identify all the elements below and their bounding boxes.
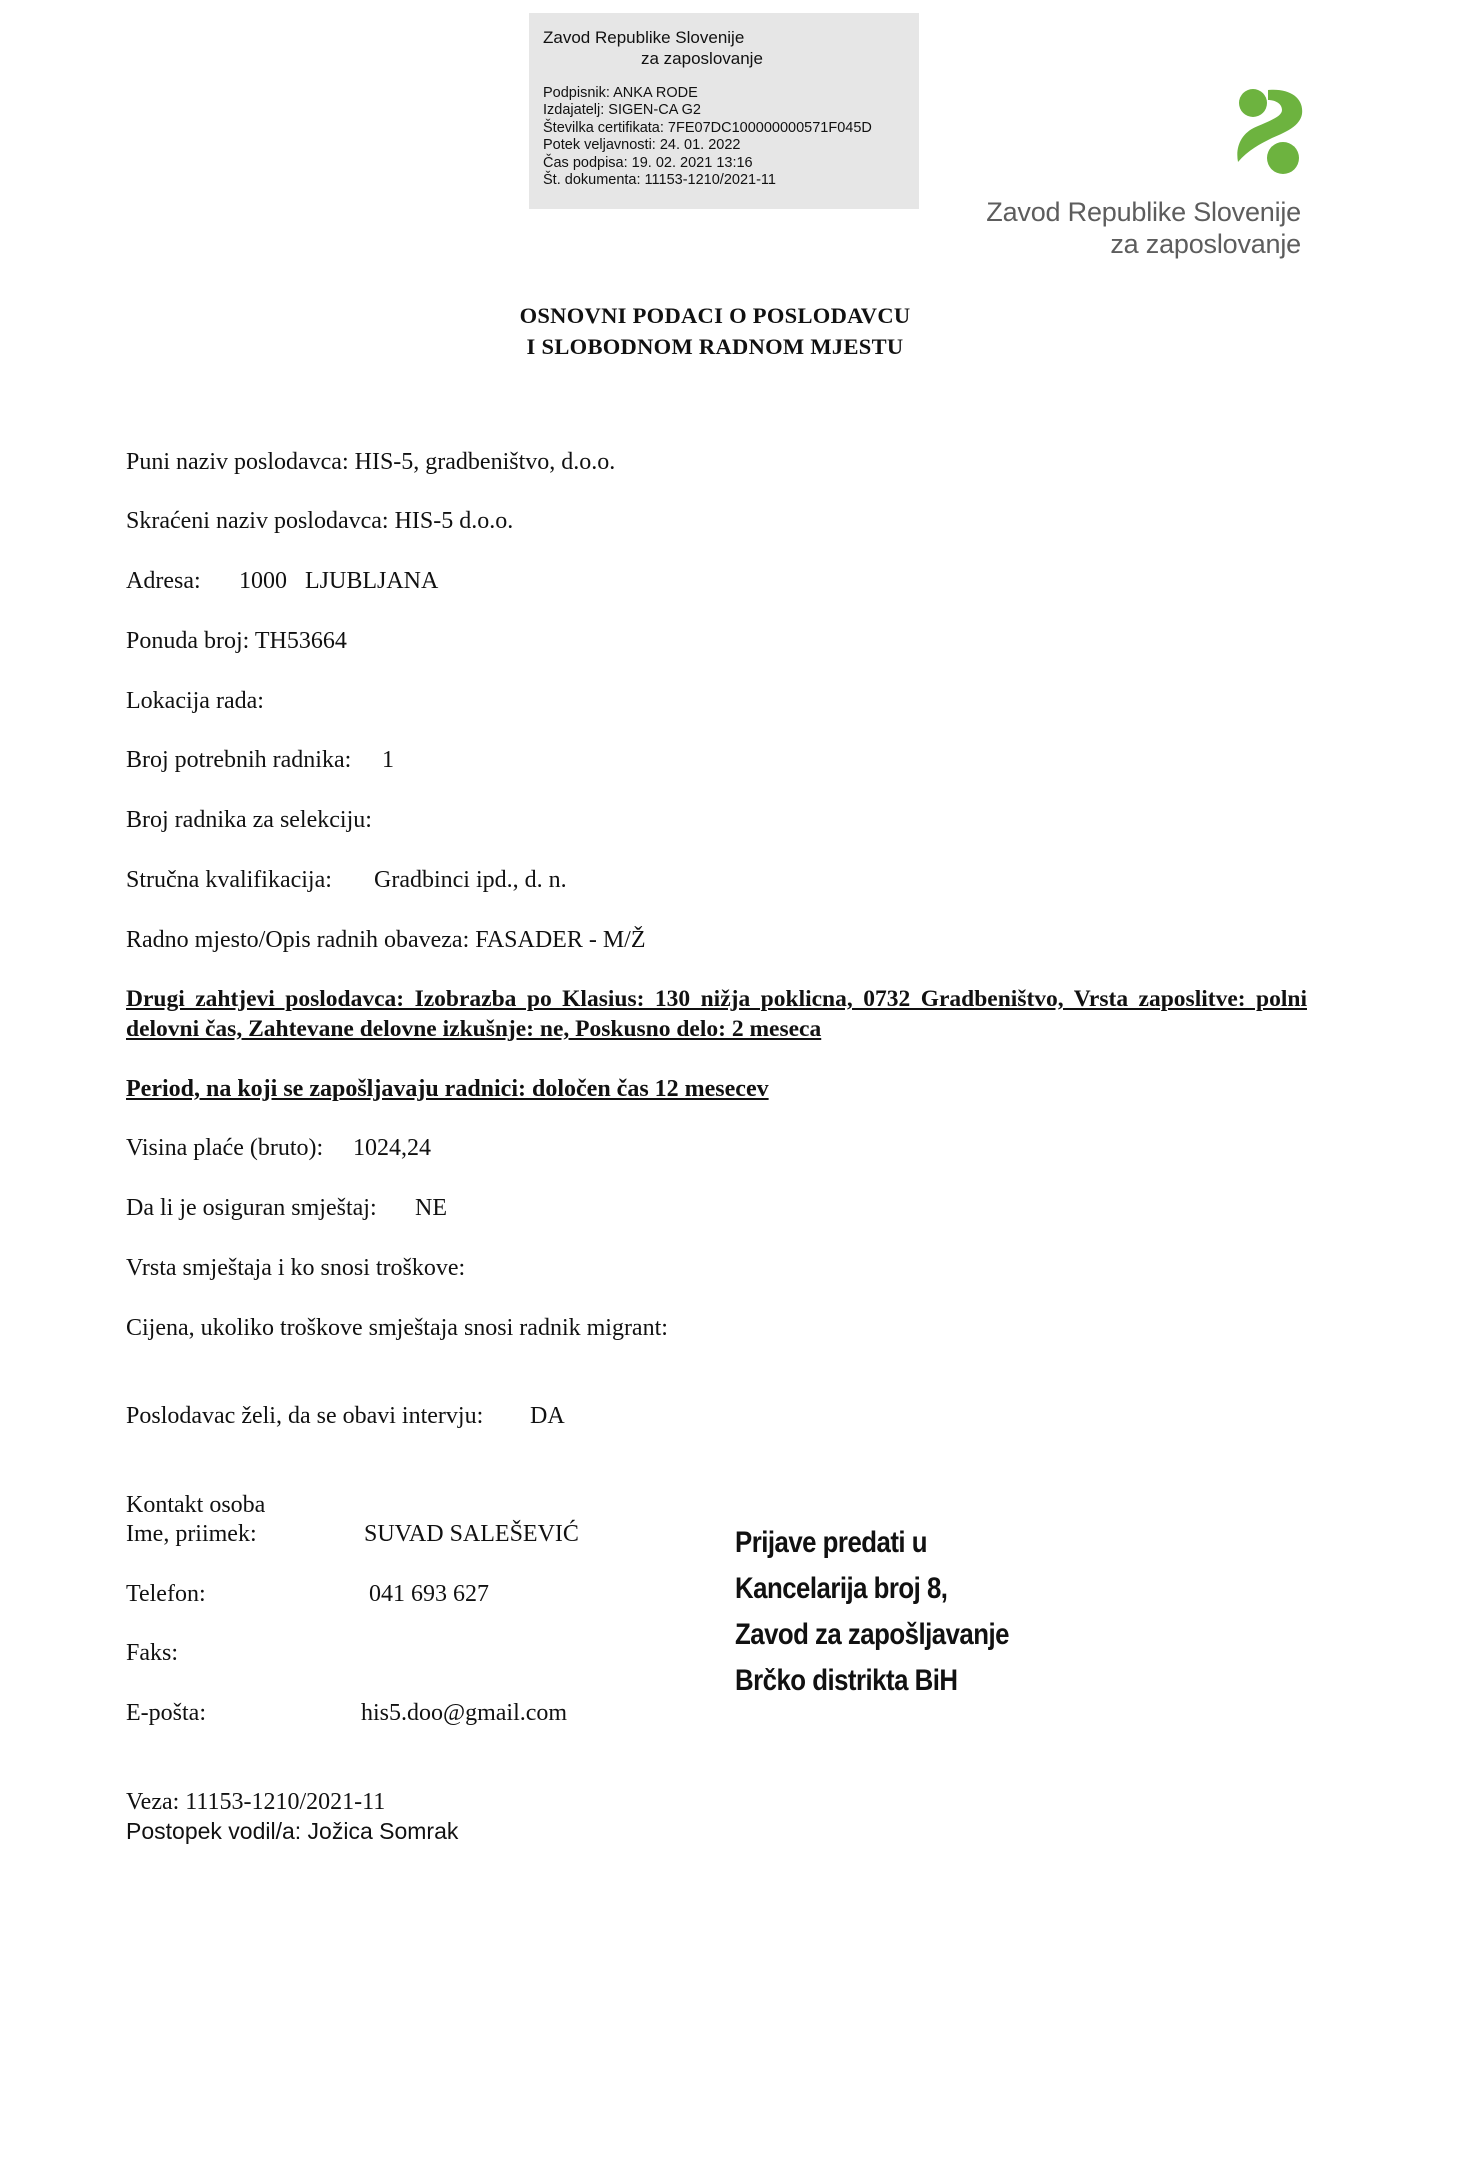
notice-line3: Zavod za zapošljavanje — [735, 1618, 1009, 1651]
title-line2: I SLOBODNOM RADNOM MJESTU — [526, 334, 904, 359]
employer-full-name: Puni naziv poslodavca: HIS-5, gradbeništvo, d.o.o. — [126, 449, 616, 475]
contact-heading: Kontakt osoba — [126, 1492, 266, 1518]
contact-name-value: SUVAD SALEŠEVIĆ — [364, 1521, 579, 1547]
title-line1: OSNOVNI PODACI O POSLODAVCU — [519, 303, 911, 328]
contact-phone-value: 041 693 627 — [369, 1581, 489, 1607]
job-title: Radno mjesto/Opis radnih obaveza: FASADER - M/Ž — [126, 927, 646, 953]
housing-type: Vrsta smještaja i ko snosi troškove: — [126, 1255, 466, 1281]
employment-period: Period, na koji se zapošljavaju radnici: določen čas 12 mesecev — [126, 1076, 769, 1102]
stamp-document-number: Št. dokumenta: 11153-1210/2021-11 — [543, 172, 776, 189]
application-notice — [735, 1520, 1009, 1704]
stamp-signing-time: Čas podpisa: 19. 02. 2021 13:16 — [543, 154, 753, 171]
stamp-fields — [543, 85, 905, 189]
offer-number: Ponuda broj: TH53664 — [126, 628, 347, 654]
stamp-issuer: Izdajatelj: SIGEN-CA G2 — [543, 102, 701, 119]
qualification-value: Gradbinci ipd., d. n. — [374, 867, 567, 893]
stamp-validity: Potek veljavnosti: 24. 01. 2022 — [543, 137, 741, 154]
notice-line1: Prijave predati u — [735, 1526, 927, 1559]
stamp-certificate: Številka certifikata: 7FE07DC100000000571F045D — [543, 119, 872, 136]
zrss-logo-icon — [1232, 88, 1304, 176]
other-requirements: Drugi zahtjevi poslodavca: Izobrazba po Klasius: 130 nižja poklicna, 0732 Gradbeništvo, Vrsta zaposlitve: polni delovni čas, Zahtevane delovne izkušnje: ne, Poskusno delo: 2 meseca — [126, 986, 1307, 1042]
stamp-org-line2: za zaposlovanje — [641, 49, 763, 68]
notice-line4: Brčko distrikta BiH — [735, 1664, 958, 1697]
address-value: 1000 LJUBLJANA — [239, 568, 439, 594]
workers-needed-label: Broj potrebnih radnika: — [126, 747, 352, 773]
contact-phone-label: Telefon: — [126, 1581, 206, 1607]
housing-label: Da li je osiguran smještaj: — [126, 1195, 377, 1221]
interview-label: Poslodavac želi, da se obavi intervju: — [126, 1403, 484, 1429]
contact-email-label: E-pošta: — [126, 1700, 206, 1726]
workers-for-selection: Broj radnika za selekciju: — [126, 807, 372, 833]
page-title — [380, 300, 1050, 362]
salary-value: 1024,24 — [353, 1135, 431, 1161]
housing-value: NE — [415, 1195, 447, 1221]
logo-text — [978, 196, 1301, 260]
logo-text-line2: za zaposlovanje — [1110, 229, 1301, 259]
reference-number: Veza: 11153-1210/2021-11 — [126, 1789, 386, 1815]
employer-short-name: Skraćeni naziv poslodavca: HIS-5 d.o.o. — [126, 508, 514, 534]
interview-value: DA — [530, 1403, 565, 1429]
contact-fax-label: Faks: — [126, 1640, 179, 1666]
workers-needed-value: 1 — [382, 747, 394, 773]
stamp-org-line1: Zavod Republike Slovenije — [543, 28, 745, 47]
qualification-label: Stručna kvalifikacija: — [126, 867, 332, 893]
stamp-signer: Podpisnik: ANKA RODE — [543, 85, 698, 101]
salary-label: Visina plaće (bruto): — [126, 1135, 324, 1161]
notice-line2: Kancelarija broj 8, — [735, 1572, 948, 1605]
address-label: Adresa: — [126, 568, 201, 594]
work-location: Lokacija rada: — [126, 688, 264, 714]
contact-email-value: his5.doo@gmail.com — [361, 1700, 568, 1726]
logo-text-line1: Zavod Republike Slovenije — [986, 197, 1301, 227]
contact-name-label: Ime, priimek: — [126, 1521, 257, 1547]
housing-price: Cijena, ukoliko troškove smještaja snosi radnik migrant: — [126, 1315, 668, 1341]
signature-stamp — [529, 13, 919, 209]
handled-by: Postopek vodil/a: Jožica Somrak — [126, 1818, 459, 1844]
